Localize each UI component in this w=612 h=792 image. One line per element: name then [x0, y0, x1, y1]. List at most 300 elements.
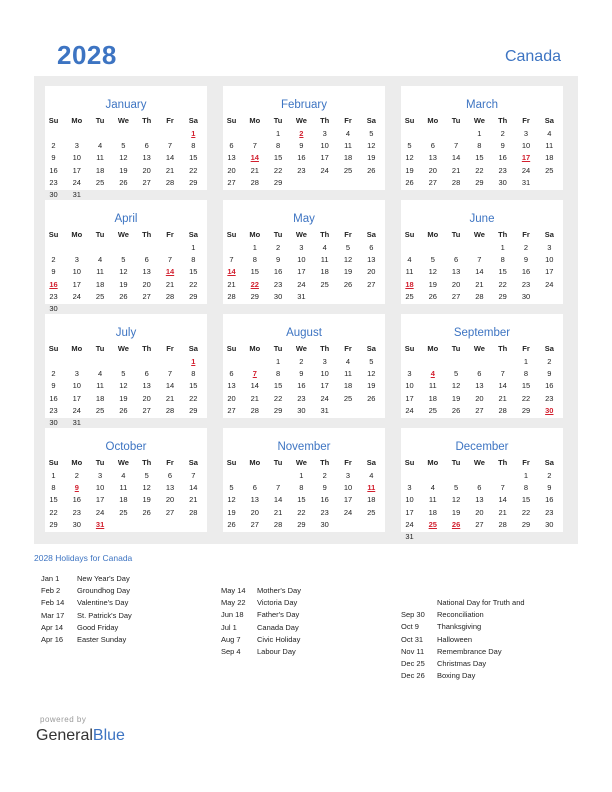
day-cell: 11	[320, 255, 329, 265]
day-cell: 3	[407, 483, 412, 493]
weekday-label: Su	[404, 116, 415, 125]
day-cell: 21	[451, 165, 461, 175]
holiday-name: Remembrance Day	[437, 646, 502, 656]
day-cell: 28	[451, 177, 461, 187]
day-cell: 9	[523, 255, 529, 265]
day-cell: 5	[144, 471, 149, 480]
day-cell: 21	[250, 165, 259, 175]
holiday-row	[221, 597, 391, 609]
day-cell: 31	[297, 291, 306, 301]
weekday-label: Fr	[166, 230, 174, 239]
day-cell: 9	[51, 381, 56, 391]
day-cell: 11	[119, 483, 128, 493]
weekday-label: Fr	[166, 458, 174, 467]
day-cell: 28	[498, 519, 507, 529]
weekday-label: Fr	[522, 230, 530, 239]
day-cell: 3	[74, 255, 79, 265]
day-cell: 6	[144, 141, 149, 151]
day-cell: 22	[189, 165, 198, 175]
holidays-title: 2028 Holidays for Canada	[34, 553, 133, 563]
day-cell: 15	[250, 267, 259, 277]
day-cell: 25	[428, 405, 437, 415]
country-title: Canada	[504, 48, 561, 65]
day-cell: 9	[547, 369, 552, 379]
weekday-label: Th	[498, 344, 508, 353]
day-cell: 15	[273, 153, 283, 163]
day-cell: 2	[51, 141, 56, 151]
day-cell: 29	[297, 519, 306, 529]
holiday-name: National Day for Truth and Reconciliation	[437, 598, 525, 620]
holiday-date: Feb 2	[41, 586, 61, 596]
day-cell: 22	[297, 507, 306, 517]
holiday-name: Halloween	[437, 634, 473, 644]
day-cell: 1	[276, 129, 281, 138]
day-cell: 11	[96, 153, 104, 163]
day-cell: 16	[521, 267, 531, 277]
day-cell: 20	[250, 507, 259, 517]
month-august	[223, 314, 385, 418]
day-cell: 22	[49, 507, 58, 517]
day-cell: 23	[545, 507, 554, 517]
weekday-label: Tu	[273, 458, 283, 467]
day-cell: 20	[451, 279, 461, 289]
weekday-label: Fr	[344, 344, 352, 353]
day-cell: 4	[407, 255, 412, 265]
day-cell: 7	[500, 369, 505, 379]
day-cell: 24	[320, 165, 329, 175]
weekday-label: We	[117, 230, 129, 239]
month-title: April	[114, 213, 138, 225]
weekday-label: Sa	[188, 344, 198, 353]
holiday-name: Thanksgiving	[437, 622, 482, 632]
weekday-label: Fr	[166, 344, 174, 353]
day-cell: 30	[49, 190, 58, 199]
month-december	[401, 428, 563, 541]
day-cell: 26	[227, 519, 236, 529]
day-cell: 20	[227, 165, 236, 175]
day-cell: 6	[430, 141, 435, 151]
month-february	[223, 86, 385, 190]
weekday-label: Th	[498, 230, 508, 239]
day-cell: 2	[74, 471, 79, 480]
day-cell: 27	[142, 291, 151, 301]
holiday-date: Apr 16	[41, 634, 64, 644]
day-cell: 28	[250, 405, 259, 415]
day-cell: 9	[547, 483, 552, 493]
day-cell: 24	[320, 393, 329, 403]
day-cell: 12	[227, 495, 236, 505]
holiday-day: 17	[521, 153, 531, 163]
day-cell: 3	[407, 369, 412, 379]
weekday-label: We	[473, 230, 485, 239]
day-cell: 12	[367, 141, 376, 151]
day-cell: 1	[252, 243, 257, 252]
month-title: June	[469, 213, 495, 225]
day-cell: 23	[297, 165, 306, 175]
weekday-label: Mo	[71, 230, 83, 239]
day-cell: 27	[165, 507, 175, 517]
day-cell: 13	[142, 153, 151, 163]
holiday-name: Civic Holiday	[257, 634, 301, 644]
day-cell: 20	[475, 507, 484, 517]
weekday-label: Sa	[366, 458, 376, 467]
holiday-date: Jun 18	[221, 610, 244, 620]
day-cell: 12	[428, 267, 437, 277]
day-cell: 4	[98, 369, 103, 379]
day-cell: 17	[72, 165, 81, 175]
day-cell: 18	[119, 495, 128, 505]
day-cell: 9	[299, 141, 304, 151]
holiday-name: Boxing Day	[437, 671, 476, 681]
holiday-column	[401, 597, 536, 682]
day-cell: 16	[72, 495, 81, 505]
day-cell: 5	[454, 483, 459, 493]
day-cell: 21	[165, 279, 175, 289]
day-cell: 14	[273, 495, 283, 505]
weekday-label: Su	[404, 458, 415, 467]
weekday-label: Tu	[273, 344, 283, 353]
day-cell: 28	[165, 405, 175, 415]
day-cell: 8	[523, 369, 529, 379]
day-cell: 20	[367, 267, 376, 277]
day-cell: 18	[343, 153, 353, 163]
weekday-label: Tu	[451, 344, 461, 353]
weekday-label: Th	[498, 116, 508, 125]
day-cell: 31	[521, 177, 531, 187]
day-cell: 17	[405, 393, 414, 403]
day-cell: 19	[367, 153, 376, 163]
day-cell: 16	[498, 153, 507, 163]
day-cell: 18	[95, 165, 105, 175]
day-cell: 4	[345, 129, 351, 138]
day-cell: 11	[344, 141, 352, 151]
weekday-label: Mo	[427, 230, 439, 239]
day-cell: 26	[142, 507, 151, 517]
holiday-date: Feb 14	[41, 598, 65, 608]
day-cell: 26	[119, 291, 128, 301]
day-cell: 16	[545, 495, 554, 505]
day-cell: 17	[72, 279, 81, 289]
day-cell: 13	[475, 381, 484, 391]
holiday-date: Oct 31	[401, 634, 424, 644]
day-cell: 21	[475, 279, 484, 289]
day-cell: 23	[297, 393, 306, 403]
holiday-row	[221, 622, 391, 634]
day-cell: 15	[521, 495, 531, 505]
day-cell: 10	[72, 381, 81, 391]
day-cell: 24	[521, 165, 531, 175]
weekday-label: Th	[142, 458, 152, 467]
day-cell: 10	[72, 153, 81, 163]
day-cell: 11	[405, 267, 414, 277]
weekday-label: Mo	[71, 116, 83, 125]
day-cell: 3	[322, 357, 327, 366]
day-cell: 15	[49, 495, 58, 505]
day-cell: 20	[475, 393, 484, 403]
day-cell: 3	[322, 129, 327, 138]
month-may	[223, 200, 385, 304]
day-cell: 4	[430, 483, 435, 493]
weekday-label: Sa	[544, 116, 554, 125]
day-cell: 18	[95, 393, 105, 403]
holiday-name: Groundhog Day	[77, 586, 130, 596]
weekday-label: We	[295, 458, 307, 467]
weekday-label: Mo	[71, 344, 83, 353]
day-cell: 9	[299, 369, 304, 379]
weekday-label: We	[473, 116, 485, 125]
day-cell: 22	[521, 393, 531, 403]
day-cell: 24	[343, 507, 353, 517]
month-title: September	[453, 327, 511, 339]
day-cell: 17	[95, 495, 105, 505]
day-cell: 5	[229, 483, 234, 493]
day-cell: 4	[98, 255, 103, 265]
weekday-label: Sa	[366, 344, 376, 353]
day-cell: 5	[369, 357, 374, 366]
weekday-label: Fr	[522, 116, 530, 125]
day-cell: 26	[428, 291, 437, 301]
day-cell: 7	[454, 141, 459, 151]
day-cell: 29	[189, 291, 198, 301]
day-cell: 24	[297, 279, 306, 289]
day-cell: 31	[72, 190, 81, 199]
day-cell: 31	[320, 405, 329, 415]
day-cell: 8	[276, 369, 281, 379]
weekday-label: We	[117, 458, 129, 467]
day-cell: 11	[96, 381, 104, 391]
day-cell: 7	[167, 141, 173, 151]
day-cell: 25	[95, 177, 105, 187]
generalblue-logo[interactable]	[36, 727, 125, 745]
day-cell: 2	[51, 369, 56, 379]
day-cell: 24	[72, 291, 81, 301]
day-cell: 21	[189, 495, 198, 505]
day-cell: 4	[98, 141, 103, 151]
holiday-row	[401, 646, 536, 658]
day-cell: 7	[229, 255, 234, 265]
day-cell: 2	[322, 471, 327, 480]
holiday-date: Nov 11	[401, 646, 425, 656]
holiday-name: Easter Sunday	[77, 634, 127, 644]
day-cell: 27	[250, 519, 259, 529]
day-cell: 16	[273, 267, 283, 277]
day-cell: 10	[72, 267, 81, 277]
day-cell: 4	[345, 357, 351, 366]
day-cell: 20	[227, 393, 236, 403]
day-cell: 15	[273, 381, 283, 391]
weekday-label: Fr	[522, 344, 530, 353]
day-cell: 2	[276, 243, 281, 252]
month-september	[401, 314, 563, 418]
day-cell: 19	[119, 393, 128, 403]
day-cell: 13	[451, 267, 461, 277]
weekday-label: Tu	[95, 116, 105, 125]
day-cell: 16	[49, 165, 58, 175]
day-cell: 17	[72, 393, 81, 403]
day-cell: 8	[523, 483, 529, 493]
day-cell: 22	[521, 507, 531, 517]
day-cell: 28	[273, 519, 283, 529]
weekday-label: We	[117, 116, 129, 125]
day-cell: 17	[297, 267, 306, 277]
day-cell: 31	[72, 418, 81, 427]
day-cell: 19	[142, 495, 151, 505]
day-cell: 15	[189, 267, 198, 277]
day-cell: 18	[343, 381, 353, 391]
day-cell: 5	[121, 141, 126, 151]
holiday-date: Jan 1	[41, 574, 60, 583]
month-title: May	[293, 213, 315, 225]
day-cell: 17	[320, 381, 329, 391]
day-cell: 8	[51, 483, 56, 493]
day-cell: 12	[119, 153, 128, 163]
weekday-label: Sa	[544, 230, 554, 239]
day-cell: 23	[521, 279, 531, 289]
weekday-label: We	[117, 344, 129, 353]
day-cell: 16	[297, 153, 306, 163]
day-cell: 19	[428, 279, 437, 289]
day-cell: 27	[428, 177, 437, 187]
day-cell: 17	[343, 495, 353, 505]
day-cell: 9	[322, 483, 327, 493]
day-cell: 29	[273, 177, 283, 187]
day-cell: 23	[320, 507, 329, 517]
month-title: February	[280, 99, 328, 111]
holiday-name: Father's Day	[257, 610, 300, 620]
day-cell: 25	[405, 291, 414, 301]
holiday-name: Mother's Day	[257, 586, 301, 595]
day-cell: 16	[49, 393, 58, 403]
day-cell: 7	[500, 483, 505, 493]
weekday-label: Mo	[249, 230, 261, 239]
day-cell: 13	[475, 495, 484, 505]
weekday-label: Sa	[188, 458, 198, 467]
day-cell: 18	[428, 393, 437, 403]
calendar-grid	[34, 76, 578, 544]
day-cell: 25	[545, 165, 554, 175]
day-cell: 30	[297, 405, 306, 415]
day-cell: 21	[250, 393, 259, 403]
day-cell: 5	[454, 369, 459, 379]
month-title: January	[105, 99, 147, 111]
day-cell: 29	[49, 519, 58, 529]
day-cell: 27	[142, 177, 151, 187]
day-cell: 22	[273, 165, 283, 175]
month-title: July	[115, 327, 137, 339]
day-cell: 1	[191, 243, 196, 252]
day-cell: 3	[345, 471, 351, 480]
day-cell: 6	[252, 483, 257, 493]
day-cell: 4	[547, 129, 552, 138]
day-cell: 8	[477, 141, 482, 151]
holiday-row	[401, 634, 536, 646]
day-cell: 1	[276, 357, 281, 366]
day-cell: 15	[189, 381, 198, 391]
weekday-label: Sa	[544, 344, 554, 353]
weekday-label: Fr	[344, 458, 352, 467]
day-cell: 10	[320, 141, 329, 151]
day-cell: 13	[428, 153, 437, 163]
weekday-label: We	[295, 230, 307, 239]
weekday-label: Mo	[427, 458, 439, 467]
weekday-label: Su	[404, 344, 415, 353]
holiday-day: 1	[191, 129, 196, 138]
day-cell: 21	[165, 393, 175, 403]
holiday-row	[401, 658, 536, 670]
day-cell: 25	[95, 405, 105, 415]
day-cell: 29	[189, 177, 198, 187]
day-cell: 27	[475, 519, 484, 529]
day-cell: 27	[367, 279, 376, 289]
day-cell: 20	[142, 279, 151, 289]
day-cell: 23	[273, 279, 283, 289]
day-cell: 3	[74, 141, 79, 151]
day-cell: 21	[273, 507, 283, 517]
weekday-label: Th	[320, 344, 330, 353]
holiday-name: Christmas Day	[437, 658, 487, 668]
day-cell: 23	[49, 177, 58, 187]
day-cell: 13	[227, 381, 236, 391]
day-cell: 9	[276, 255, 281, 265]
day-cell: 7	[167, 255, 173, 265]
day-cell: 23	[72, 507, 81, 517]
day-cell: 10	[320, 369, 329, 379]
day-cell: 18	[320, 267, 329, 277]
day-cell: 23	[49, 291, 58, 301]
day-cell: 5	[369, 129, 374, 138]
day-cell: 25	[343, 393, 353, 403]
weekday-label: Sa	[366, 116, 376, 125]
day-cell: 26	[451, 405, 461, 415]
weekday-label: Su	[226, 230, 237, 239]
day-cell: 15	[297, 495, 306, 505]
day-cell: 25	[320, 279, 329, 289]
day-cell: 25	[343, 165, 353, 175]
day-cell: 6	[229, 141, 234, 151]
day-cell: 2	[299, 357, 304, 366]
day-cell: 16	[297, 381, 306, 391]
weekday-label: We	[295, 116, 307, 125]
day-cell: 5	[121, 255, 126, 265]
day-cell: 14	[475, 267, 484, 277]
day-cell: 12	[451, 495, 461, 505]
day-cell: 14	[451, 153, 461, 163]
holiday-day: 22	[250, 279, 259, 289]
month-title: October	[105, 441, 147, 453]
day-cell: 19	[227, 507, 236, 517]
weekday-label: Mo	[427, 116, 439, 125]
day-cell: 11	[344, 369, 352, 379]
day-cell: 13	[250, 495, 259, 505]
holiday-date: Apr 14	[41, 622, 64, 632]
holiday-row	[221, 634, 391, 646]
day-cell: 20	[428, 165, 437, 175]
day-cell: 9	[51, 267, 56, 277]
weekday-label: Tu	[95, 230, 105, 239]
holiday-column	[221, 585, 391, 658]
day-cell: 3	[74, 369, 79, 379]
weekday-label: Th	[498, 458, 508, 467]
weekday-label: Th	[142, 230, 152, 239]
day-cell: 29	[521, 519, 531, 529]
day-cell: 4	[369, 471, 374, 480]
weekday-label: Sa	[188, 230, 198, 239]
day-cell: 15	[498, 267, 507, 277]
weekday-label: Th	[142, 344, 152, 353]
day-cell: 25	[367, 507, 376, 517]
weekday-label: Fr	[344, 116, 352, 125]
day-cell: 22	[475, 165, 484, 175]
